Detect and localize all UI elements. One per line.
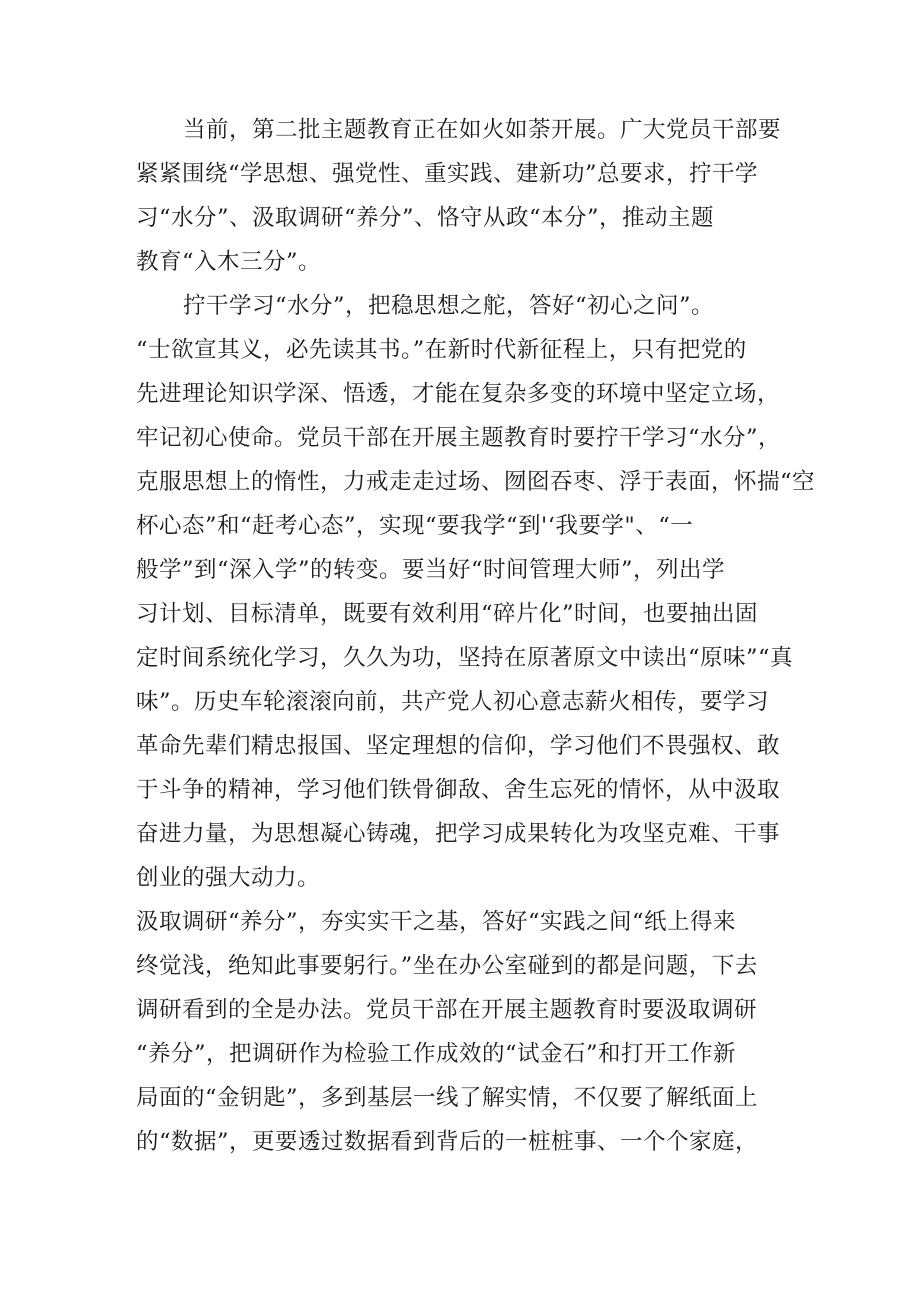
text-line: 调研看到的全是办法。党员干部在开展主题教育时要汲取调研 bbox=[136, 997, 758, 1023]
text-line: 拧干学习“水分”，把稳思想之舵，答好“初心之问”。 bbox=[183, 293, 715, 319]
text-line: 杯心态”和“赶考心态”，实现“要我学“到'‘我要学"、“一 bbox=[136, 513, 694, 539]
text-line: 教育“入木三分”。 bbox=[136, 249, 322, 275]
text-line: 习计划、目标清单，既要有效利用“碎片化”时间，也要抽出固 bbox=[136, 601, 759, 627]
text-line: 习“水分”、汲取调研“养分”、恪守从政“本分”，推动主题 bbox=[136, 205, 715, 231]
text-line: 当前，第二批主题教育正在如火如荼开展。广大党员干部要 bbox=[183, 117, 782, 143]
text-line: 革命先辈们精忠报国、坚定理想的信仰，学习他们不畏强权、敢 bbox=[136, 733, 781, 759]
text-line: 味”。历史车轮滚滚向前，共产党人初心意志薪火相传，要学习 bbox=[136, 689, 770, 715]
text-line: 创业的强大动力。 bbox=[136, 865, 321, 891]
text-line: 般学”到“深入学”的转变。要当好“时间管理大师”，列出学 bbox=[136, 557, 726, 583]
text-line: 先进理论知识学深、悟透，才能在复杂多变的环境中坚定立场， bbox=[136, 381, 781, 407]
text-line: “士欲宣其义，必先读其书。”在新时代新征程上，只有把党的 bbox=[136, 337, 747, 363]
text-line: 奋进力量，为思想凝心铸魂，把学习成果转化为攻坚克难、干事 bbox=[136, 821, 781, 847]
text-line: “养分”，把调研作为检验工作成效的“试金石”和打开工作新 bbox=[136, 1041, 737, 1067]
text-line: 汲取调研“养分”，夯实实干之基，答好“实践之间“纸上得来 bbox=[136, 909, 737, 935]
text-line: 定时间系统化学习，久久为功，坚持在原著原文中读出“原味”“真 bbox=[136, 645, 794, 671]
text-line: 终觉浅，绝知此事要躬行。”坐在办公室碰到的都是问题，下去 bbox=[136, 953, 758, 979]
text-line: 的“数据”，更要透过数据看到背后的一桩桩事、一个个家庭， bbox=[136, 1129, 759, 1155]
text-line: 克服思想上的惰性，力戒走走过场、囫囵吞枣、浮于表面，怀揣“空 bbox=[136, 469, 816, 495]
text-line: 于斗争的精神，学习他们铁骨御敌、舍生忘死的情怀，从中汲取 bbox=[136, 777, 781, 803]
text-line: 紧紧围绕“学思想、强党性、重实践、建新功”总要求，拧干学 bbox=[136, 161, 759, 187]
text-line: 局面的“金钥匙”，多到基层一线了解实情，不仅要了解纸面上 bbox=[136, 1085, 759, 1111]
text-line: 牢记初心使命。党员干部在开展主题教育时要拧干学习“水分”， bbox=[136, 425, 782, 451]
